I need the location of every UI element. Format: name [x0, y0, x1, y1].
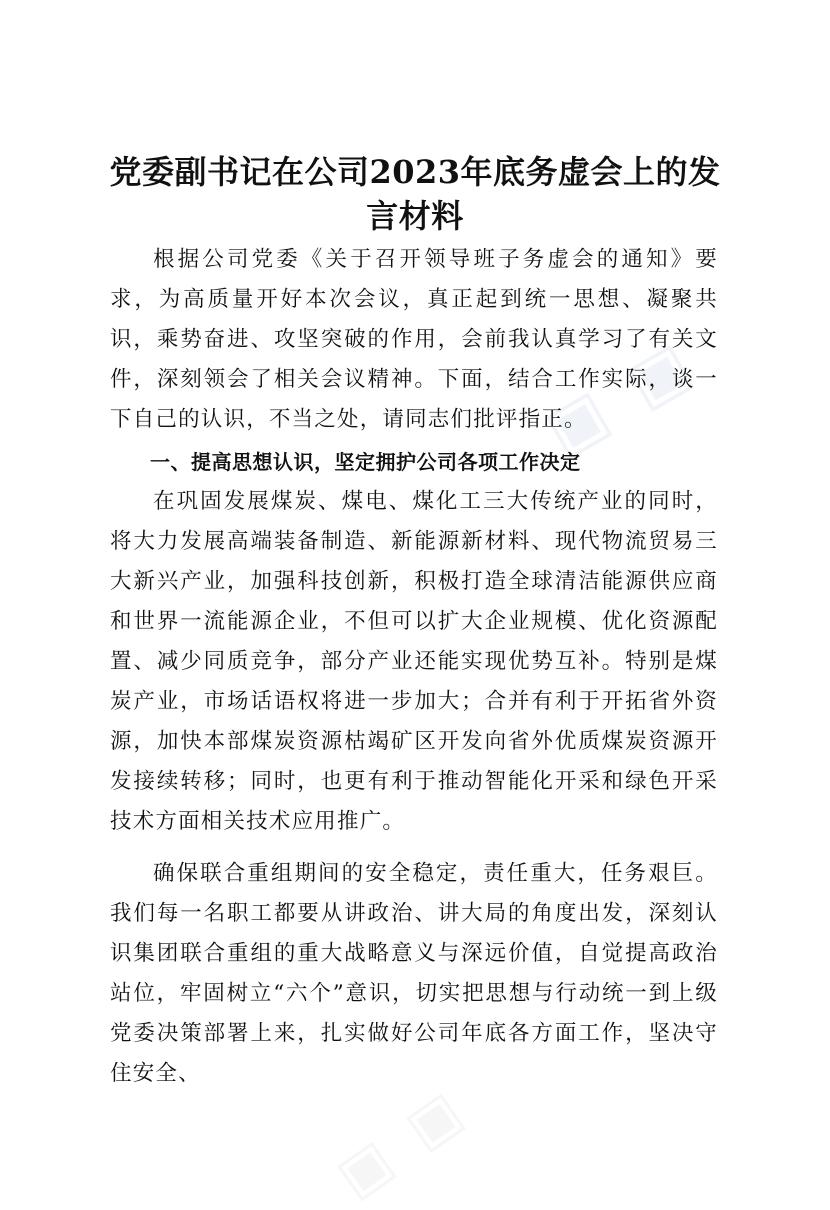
- section-heading: 一、提高思想认识，坚定拥护公司各项工作决定: [150, 450, 581, 474]
- section-paragraph-2: 确保联合重组期间的安全稳定，责任重大，任务艰巨。我们每一名职工都要从讲政治、讲大局的角度出发，深刻认识集团联合重组的重大战略意义与深远价值，自觉提高政治站位，牢固树立“六个”意识，切实把思想与行动统一到上级党委决策部署上来，扎实做好公司年底各方面工作，坚决守住安全、: [110, 861, 718, 1086]
- document-title: 党委副书记在公司2023年底务虚会上的发言材料: [109, 153, 721, 235]
- section-paragraph-1: 在巩固发展煤炭、煤电、煤化工三大传统产业的同时，将大力发展高端装备制造、新能源新材料、现代物流贸易三大新兴产业，加强科技创新，积极打造全球清洁能源供应商和世界一流能源企业，不但可以扩大企业规模、优化资源配置、减少同质竞争，部分产业还能实现优势互补。特别是煤炭产业，市场话语权将进一步加大；合并有利于开拓省外资源，加快本部煤炭资源枯竭矿区开发向省外优质煤炭资源开发接续转移；同时，也更有利于推动智能化开采和绿色开采技术方面相关技术应用推广。: [110, 489, 718, 834]
- watermark-bottom: ▣ ▣: [324, 1074, 480, 1210]
- document-body: [110, 240, 718, 1094]
- watermark: ▣ ▣: [532, 324, 709, 470]
- intro-paragraph: 根据公司党委《关于召开领导班子务虚会的通知》要求，为高质量开好本次会议，真正起到统一思想、凝聚共识，乘势奋进、攻坚突破的作用，会前我认真学习了有关文件，深刻领会了相关会议精神。下面，结合工作实际，谈一下自己的认识，不当之处，请同志们批评指正。: [110, 247, 718, 432]
